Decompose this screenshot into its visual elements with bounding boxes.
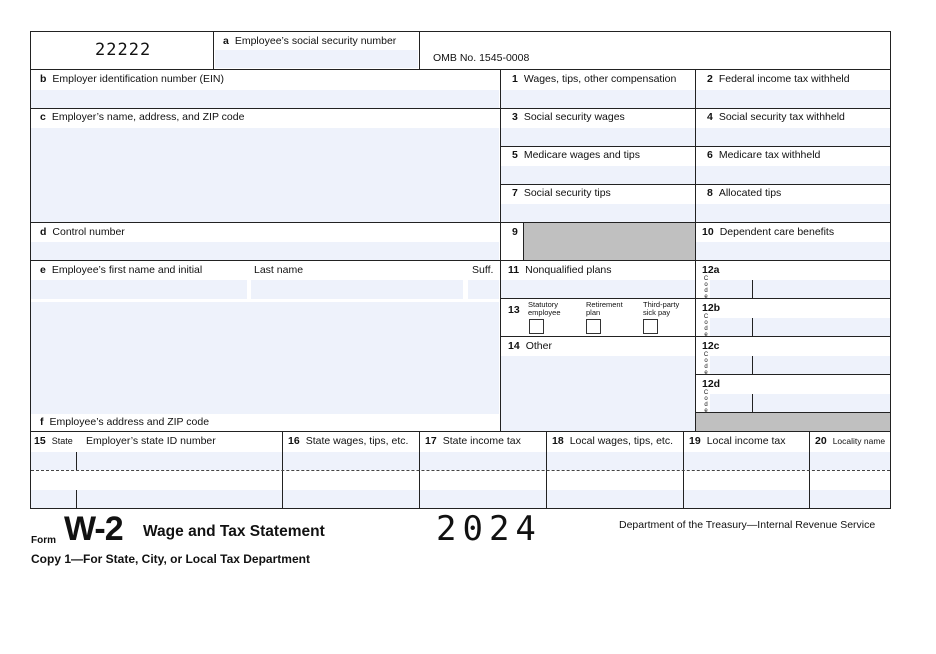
box15-label: 15 State (34, 435, 73, 447)
box12c-label: 12c (702, 340, 720, 352)
box-c-label: c Employer’s name, address, and ZIP code (40, 111, 245, 123)
box19-label: 19 Local income tax (689, 435, 786, 447)
box2-label: 2 Federal income tax withheld (707, 73, 850, 85)
box12d-label: 12d (702, 378, 721, 390)
copy-designation: Copy 1—For State, City, or Local Tax Department (31, 552, 310, 566)
statutory-employee-checkbox[interactable] (529, 319, 544, 334)
box8-label: 8 Allocated tips (707, 187, 782, 199)
box9-label: 9 (512, 226, 518, 238)
statutory-employee-label: Statutory employee (528, 300, 561, 317)
box10-label: 10 Dependent care benefits (702, 226, 835, 238)
box-a-label: a Employee’s social security number (223, 35, 397, 47)
box16-label: 16 State wages, tips, etc. (288, 435, 409, 447)
box3-label: 3 Social security wages (512, 111, 625, 123)
box12c-code: Code (703, 352, 709, 376)
box-f-label: f Employee’s address and ZIP code (40, 416, 210, 428)
retirement-plan-label: Retirement plan (586, 300, 623, 317)
form-title: Wage and Tax Statement (143, 523, 325, 540)
state-row-dash (31, 470, 890, 471)
agency-name: Department of the Treasury—Internal Revenue Service (619, 519, 876, 531)
box5-label: 5 Medicare wages and tips (512, 149, 640, 161)
box-d-label: d Control number (40, 226, 125, 238)
box6-label: 6 Medicare tax withheld (707, 149, 821, 161)
box12a-code: Code (703, 276, 709, 300)
box12a-label: 12a (702, 264, 720, 276)
box-b-label: b Employer identification number (EIN) (40, 73, 224, 85)
box-e-label: e Employee’s first name and initial (40, 264, 203, 276)
suffix-label: Suff. (472, 264, 494, 276)
omb-number: OMB No. 1545-0008 (433, 52, 530, 64)
box7-label: 7 Social security tips (512, 187, 611, 199)
box13-label: 13 (508, 304, 520, 316)
box1-label: 1 Wages, tips, other compensation (512, 73, 677, 85)
third-party-sick-pay-checkbox[interactable] (643, 319, 658, 334)
box11-label: 11 Nonqualified plans (508, 264, 612, 276)
box4-label: 4 Social security tax withheld (707, 111, 845, 123)
box12d-code: Code (703, 390, 709, 414)
form-name: W-2 (64, 510, 123, 548)
box12b-label: 12b (702, 302, 721, 314)
control-code: 22222 (95, 40, 152, 60)
form-word: Form (31, 535, 56, 546)
box17-label: 17 State income tax (425, 435, 521, 447)
last-name-label: Last name (254, 264, 304, 276)
box20-label: 20 Locality name (815, 435, 886, 447)
third-party-sick-pay-label: Third-party sick pay (643, 300, 680, 317)
box18-label: 18 Local wages, tips, etc. (552, 435, 673, 447)
box14-label: 14 Other (508, 340, 552, 352)
employer-state-id-label: Employer’s state ID number (86, 435, 216, 447)
box12b-code: Code (703, 314, 709, 338)
retirement-plan-checkbox[interactable] (586, 319, 601, 334)
tax-year: 2024 (436, 509, 542, 549)
